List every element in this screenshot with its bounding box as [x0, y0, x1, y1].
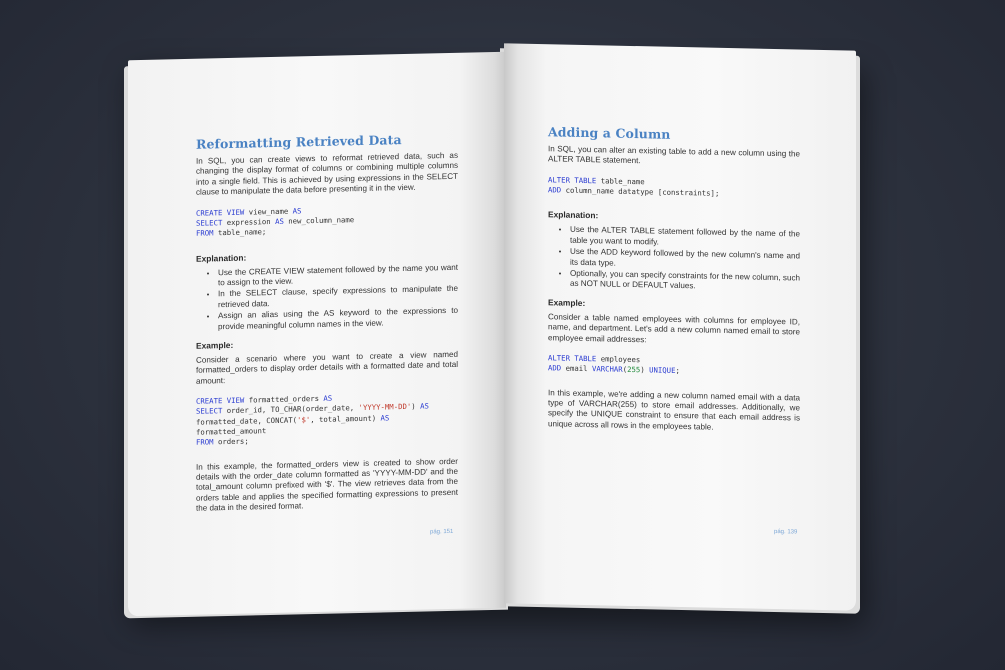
- code-line: [548, 185, 719, 198]
- code-line: [196, 426, 266, 437]
- code-line: [548, 175, 645, 186]
- code-token: ): [411, 402, 421, 412]
- code-token-kw: VARCHAR: [591, 364, 623, 375]
- left-syntax-code-block: [196, 202, 458, 239]
- right-example-intro: Consider a table named employees with columns for employee ID, name, and department. Let's add a new column named email to store employee email addresses:: [548, 312, 800, 344]
- code-line: [196, 227, 266, 238]
- code-token: formatted_amount: [196, 426, 267, 437]
- code-token-kw: AS: [380, 413, 390, 423]
- left-example-code-block: [196, 391, 458, 448]
- code-token: ;: [675, 366, 680, 376]
- code-token-kw: CREATE VIEW: [196, 207, 245, 218]
- code-token: , total_amount): [310, 413, 381, 424]
- code-line: [548, 353, 640, 364]
- code-token-kw: UNIQUE: [649, 365, 676, 376]
- left-explanation-heading: Explanation:: [196, 252, 247, 264]
- right-bullet-3: • Optionally, you can specify constraints for the new column, such as NOT NULL or DEFAULT values.: [570, 269, 800, 295]
- code-token-str: '$': [297, 414, 311, 425]
- code-token: view_name: [244, 206, 293, 217]
- code-token-kw: AS: [292, 205, 302, 216]
- right-example-code-block: [548, 353, 800, 379]
- code-token-kw: AS: [275, 216, 284, 226]
- code-token-num: 255: [627, 365, 641, 375]
- left-page-content: [196, 131, 458, 525]
- code-token: order_id, TO_CHAR(order_date,: [222, 403, 359, 416]
- code-token: new_column_name: [283, 215, 355, 226]
- code-token: table_name;: [213, 227, 267, 238]
- code-token-kw: CREATE VIEW: [196, 395, 245, 406]
- right-explanation-heading: Explanation:: [548, 209, 599, 221]
- code-token-kw: AS: [420, 401, 429, 412]
- right-bullet-1: • Use the ALTER TABLE statement followed by the name of the table you want to modify.: [570, 225, 800, 251]
- code-token-kw: AS: [323, 393, 333, 404]
- left-explanation-list: [196, 262, 458, 332]
- code-line: [196, 437, 249, 447]
- code-token: email: [561, 363, 592, 374]
- code-token-kw: SELECT: [196, 406, 223, 417]
- code-token-kw: SELECT: [196, 218, 223, 228]
- right-section-title: Adding a Column: [548, 124, 671, 142]
- right-syntax-code-block: [548, 175, 800, 201]
- code-token-kw: ALTER TABLE: [548, 175, 597, 186]
- right-page: [504, 43, 856, 610]
- code-token-str: 'YYYY-MM-DD': [358, 402, 412, 413]
- left-bullet-3: • Assign an alias using the AS keyword to the expressions to provide meaningful column names in the view.: [218, 306, 458, 332]
- code-token: (: [622, 365, 628, 375]
- code-token: expression: [222, 216, 276, 228]
- code-token-kw: ALTER TABLE: [548, 353, 597, 364]
- code-token: orders;: [213, 436, 249, 447]
- code-token: table_name: [596, 176, 645, 187]
- right-page-number: pág. 139: [774, 528, 798, 536]
- code-token: column_name datatype [constraints];: [561, 185, 720, 198]
- right-explanation-list: [548, 225, 800, 295]
- left-page-number: pág. 151: [430, 528, 454, 536]
- code-token-kw: FROM: [196, 437, 214, 448]
- right-closing-paragraph: In this example, we're adding a new column named email with a data type of VARCHAR(255) to store email addresses. Additionally, we specify the UNIQUE constraint to ensure that each email address is unique across all rows in the employees table.: [548, 387, 800, 432]
- left-intro-paragraph: In SQL, you can create views to reformat retrieved data, such as changing the display format of columns or combining multiple columns into a single field. This is achieved by using expressions in the SELECT clause to manipulate the data before presenting it in the view.: [196, 150, 458, 197]
- right-example-heading: Example:: [548, 297, 586, 308]
- left-page: [128, 52, 506, 617]
- left-closing-paragraph: In this example, the formatted_orders view is created to show order details with the order_date column formatted as 'YYYY-MM-DD' and the total_amount column prefixed with '$'. The view retrieves data from the orders table and applies the specified formatting expressions to present the data in the desired format.: [196, 456, 458, 514]
- code-token-kw: ADD: [548, 363, 562, 373]
- code-token: formatted_orders: [244, 394, 324, 405]
- code-line: [548, 364, 680, 376]
- code-token: formatted_date, CONCAT(: [196, 415, 298, 427]
- code-token: ): [640, 365, 650, 375]
- left-example-intro: Consider a scenario where you want to create a view named formatted_orders to display order details with a formatted date and total amount:: [196, 349, 458, 386]
- code-token-kw: ADD: [548, 185, 562, 195]
- code-token: employees: [596, 354, 641, 365]
- right-bullet-2: • Use the ADD keyword followed by the new column's name and its data type.: [570, 247, 800, 273]
- right-intro-paragraph: In SQL, you can alter an existing table to add a new column using the ALTER TABLE statement.: [548, 144, 800, 166]
- code-token-kw: FROM: [196, 228, 214, 238]
- left-example-heading: Example:: [196, 339, 234, 351]
- left-section-title: Reformatting Retrieved Data: [196, 132, 402, 152]
- left-bullet-1: • Use the CREATE VIEW statement followed by the name you want to assign to the view.: [218, 262, 458, 288]
- right-page-content: [548, 124, 800, 445]
- left-bullet-2: • In the SELECT clause, specify expressions to manipulate the retrieved data.: [218, 284, 458, 310]
